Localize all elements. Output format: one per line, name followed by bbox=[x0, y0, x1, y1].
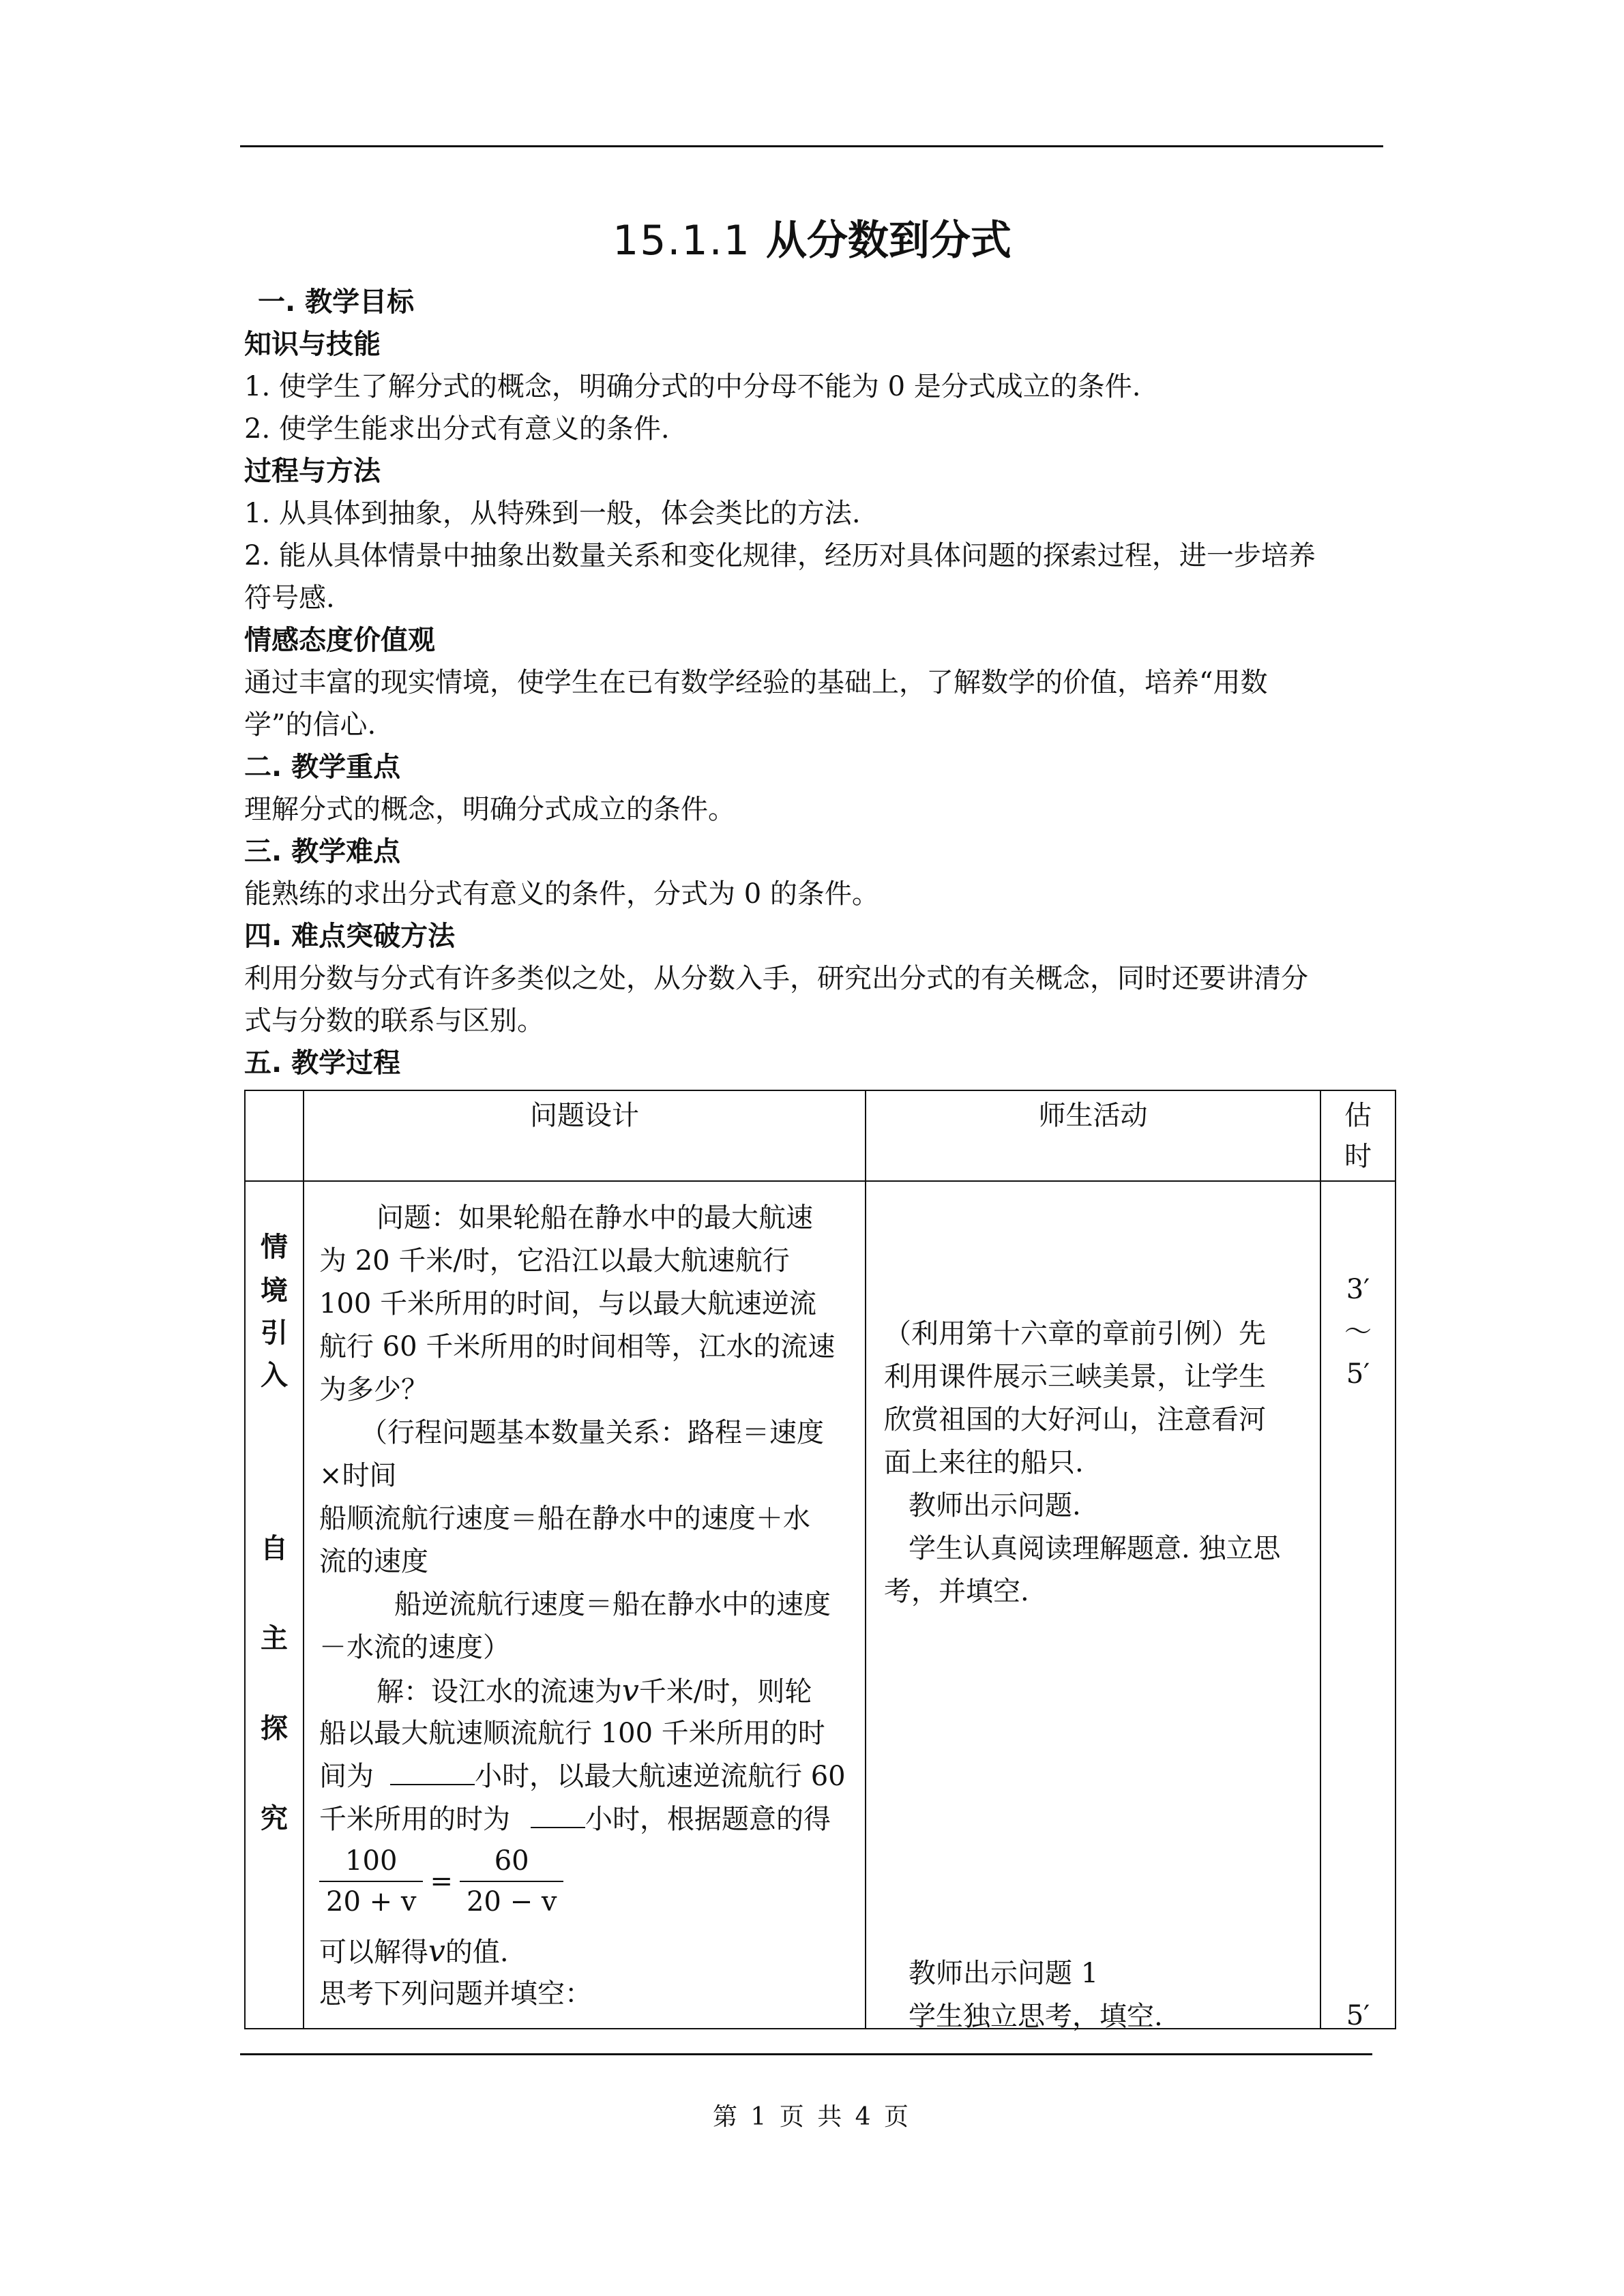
solution-text: 千米所用的时为 bbox=[319, 1804, 510, 1835]
activity-line: 教师出示问题. bbox=[909, 1490, 1081, 1521]
activity-line: 欣赏祖国的大好河山，注意看河 bbox=[884, 1404, 1266, 1435]
key-heading: 二. 教学重点 bbox=[244, 751, 401, 783]
fraction-right bbox=[460, 1841, 563, 1922]
key-text: 理解分式的概念，明确分式成立的条件。 bbox=[244, 794, 735, 825]
solution-text: 的值. bbox=[445, 1937, 509, 1968]
goals-heading: 一. 教学目标 bbox=[258, 286, 415, 318]
fraction-numerator: 100 bbox=[319, 1841, 423, 1882]
question-line bbox=[319, 1798, 855, 1841]
question-line bbox=[319, 1930, 855, 1973]
method-text-a: 利用分数与分式有许多类似之处，从分数入手，研究出分式的有关概念，同时还要讲清分 bbox=[244, 963, 1308, 994]
difficulty-text: 能熟练的求出分式有意义的条件，分式为 0 的条件。 bbox=[244, 878, 879, 910]
fill-blank[interactable] bbox=[531, 1804, 585, 1828]
time-cell bbox=[1320, 1181, 1396, 2029]
time-mark: ～ bbox=[1344, 1316, 1372, 1347]
activity-line: 考，并填空. bbox=[884, 1576, 1029, 1607]
solution-text: 解：设江水的流速为 bbox=[377, 1676, 622, 1708]
emotion-text-b: 学”的信心. bbox=[244, 709, 377, 741]
stage-cell bbox=[245, 1181, 304, 2029]
activity-line: 利用课件展示三峡美景，让学生 bbox=[884, 1361, 1266, 1392]
solution-text: 可以解得 bbox=[319, 1937, 428, 1968]
activity-line: （利用第十六章的章前引例）先 bbox=[884, 1318, 1266, 1350]
emotion-heading: 情感态度价值观 bbox=[244, 625, 435, 656]
question-line: 流的速度 bbox=[319, 1546, 428, 1577]
question-line: （行程问题基本数量关系：路程＝速度 bbox=[360, 1417, 824, 1448]
question-line: 船以最大航速顺流航行 100 千米所用的时 bbox=[319, 1718, 825, 1749]
equation bbox=[315, 1841, 855, 1930]
activity-cell bbox=[866, 1181, 1320, 2032]
title-number: 15.1.1 bbox=[612, 217, 751, 265]
fraction-denominator: 20 − v bbox=[466, 1886, 557, 1918]
stage-char: 探 bbox=[261, 1713, 288, 1744]
activity-line: 教师出示问题 1 bbox=[909, 1958, 1099, 1989]
process-item-2a: 2. 能从具体情景中抽象出数量关系和变化规律，经历对具体问题的探索过程，进一步培养 bbox=[244, 540, 1316, 571]
solution-text: 小时，根据题意的得 bbox=[585, 1804, 831, 1835]
question-line bbox=[319, 1755, 855, 1798]
question-line: －水流的速度） bbox=[319, 1632, 510, 1663]
emotion-text-a: 通过丰富的现实情境，使学生在已有数学经验的基础上，了解数学的价值，培养“用数 bbox=[244, 667, 1268, 698]
header-rule bbox=[240, 145, 1383, 147]
question-line: 思考下列问题并填空： bbox=[319, 1978, 592, 2010]
question-line: ×时间 bbox=[319, 1460, 397, 1491]
stage-char: 入 bbox=[261, 1360, 288, 1391]
solution-text: 千米/时，则轮 bbox=[638, 1676, 812, 1708]
process-item-1: 1. 从具体到抽象，从特殊到一般，体会类比的方法. bbox=[244, 498, 861, 529]
variable-v: v bbox=[622, 1673, 639, 1708]
time-mark: 3′ bbox=[1346, 1274, 1370, 1305]
page-footer: 第 1 页 共 4 页 bbox=[712, 2103, 912, 2131]
stage-char: 究 bbox=[261, 1803, 288, 1834]
question-line: 问题：如果轮船在静水中的最大航速 bbox=[377, 1202, 813, 1234]
fraction-denominator: 20 + v bbox=[326, 1886, 417, 1918]
activity-line: 面上来往的船只. bbox=[884, 1447, 1084, 1478]
header-activity: 师生活动 bbox=[866, 1090, 1320, 1181]
stage-char: 主 bbox=[261, 1623, 288, 1654]
stage-char: 自 bbox=[261, 1533, 288, 1564]
method-heading: 四. 难点突破方法 bbox=[244, 921, 456, 952]
header-question-design: 问题设计 bbox=[304, 1090, 866, 1181]
header-time-2: 时 bbox=[1344, 1141, 1372, 1172]
stage-char: 情 bbox=[261, 1232, 288, 1263]
equals-sign: = bbox=[430, 1865, 453, 1897]
knowledge-item-2: 2. 使学生能求出分式有意义的条件. bbox=[244, 413, 670, 445]
fraction-numerator: 60 bbox=[460, 1841, 563, 1882]
activity-line: 学生独立思考，填空. bbox=[909, 2001, 1163, 2032]
table-header-row bbox=[245, 1090, 1396, 1181]
process-table-heading: 五. 教学过程 bbox=[244, 1047, 401, 1079]
solution-text: 小时，以最大航速逆流航行 60 bbox=[475, 1761, 846, 1792]
difficulty-heading: 三. 教学难点 bbox=[244, 836, 401, 867]
fill-blank[interactable] bbox=[390, 1761, 475, 1785]
question-line: 航行 60 千米所用的时间相等，江水的流速 bbox=[319, 1331, 836, 1362]
process-item-2b: 符号感. bbox=[244, 582, 335, 614]
knowledge-heading: 知识与技能 bbox=[244, 329, 381, 360]
question-line bbox=[319, 1669, 855, 1712]
header-time-1: 估 bbox=[1344, 1100, 1372, 1131]
question-line: 为多少？ bbox=[319, 1374, 428, 1405]
time-mark: 5′ bbox=[1346, 1358, 1370, 1390]
variable-v: v bbox=[428, 1934, 445, 1969]
process-heading: 过程与方法 bbox=[244, 456, 381, 487]
question-line: 船顺流航行速度＝船在静水中的速度＋水 bbox=[319, 1503, 810, 1534]
knowledge-item-1: 1. 使学生了解分式的概念，明确分式的中分母不能为 0 是分式成立的条件. bbox=[244, 371, 1141, 402]
question-line: 100 千米所用的时间，与以最大航速逆流 bbox=[319, 1288, 817, 1320]
question-line: 船逆流航行速度＝船在静水中的速度 bbox=[394, 1589, 831, 1620]
document-body bbox=[244, 281, 1376, 1084]
fraction-left bbox=[319, 1841, 423, 1922]
activity-line: 学生认真阅读理解题意. 独立思 bbox=[909, 1533, 1281, 1564]
title-text: 从分数到分式 bbox=[765, 217, 1012, 265]
stage-char: 引 bbox=[261, 1317, 288, 1349]
method-text-b: 式与分数的联系与区别。 bbox=[244, 1005, 544, 1037]
stage-char: 境 bbox=[261, 1275, 288, 1307]
page-title bbox=[0, 210, 1624, 271]
footer-rule bbox=[240, 2053, 1372, 2055]
header-time bbox=[1320, 1090, 1396, 1181]
time-mark: 5′ bbox=[1346, 2000, 1370, 2031]
header-stage-cell bbox=[245, 1090, 304, 1181]
teaching-process-table bbox=[244, 1090, 1396, 2032]
question-design-cell bbox=[304, 1181, 866, 2029]
table-row bbox=[245, 1181, 1396, 2029]
question-line: 为 20 千米/时，它沿江以最大航速航行 bbox=[319, 1245, 790, 1277]
solution-text: 间为 bbox=[319, 1761, 374, 1792]
